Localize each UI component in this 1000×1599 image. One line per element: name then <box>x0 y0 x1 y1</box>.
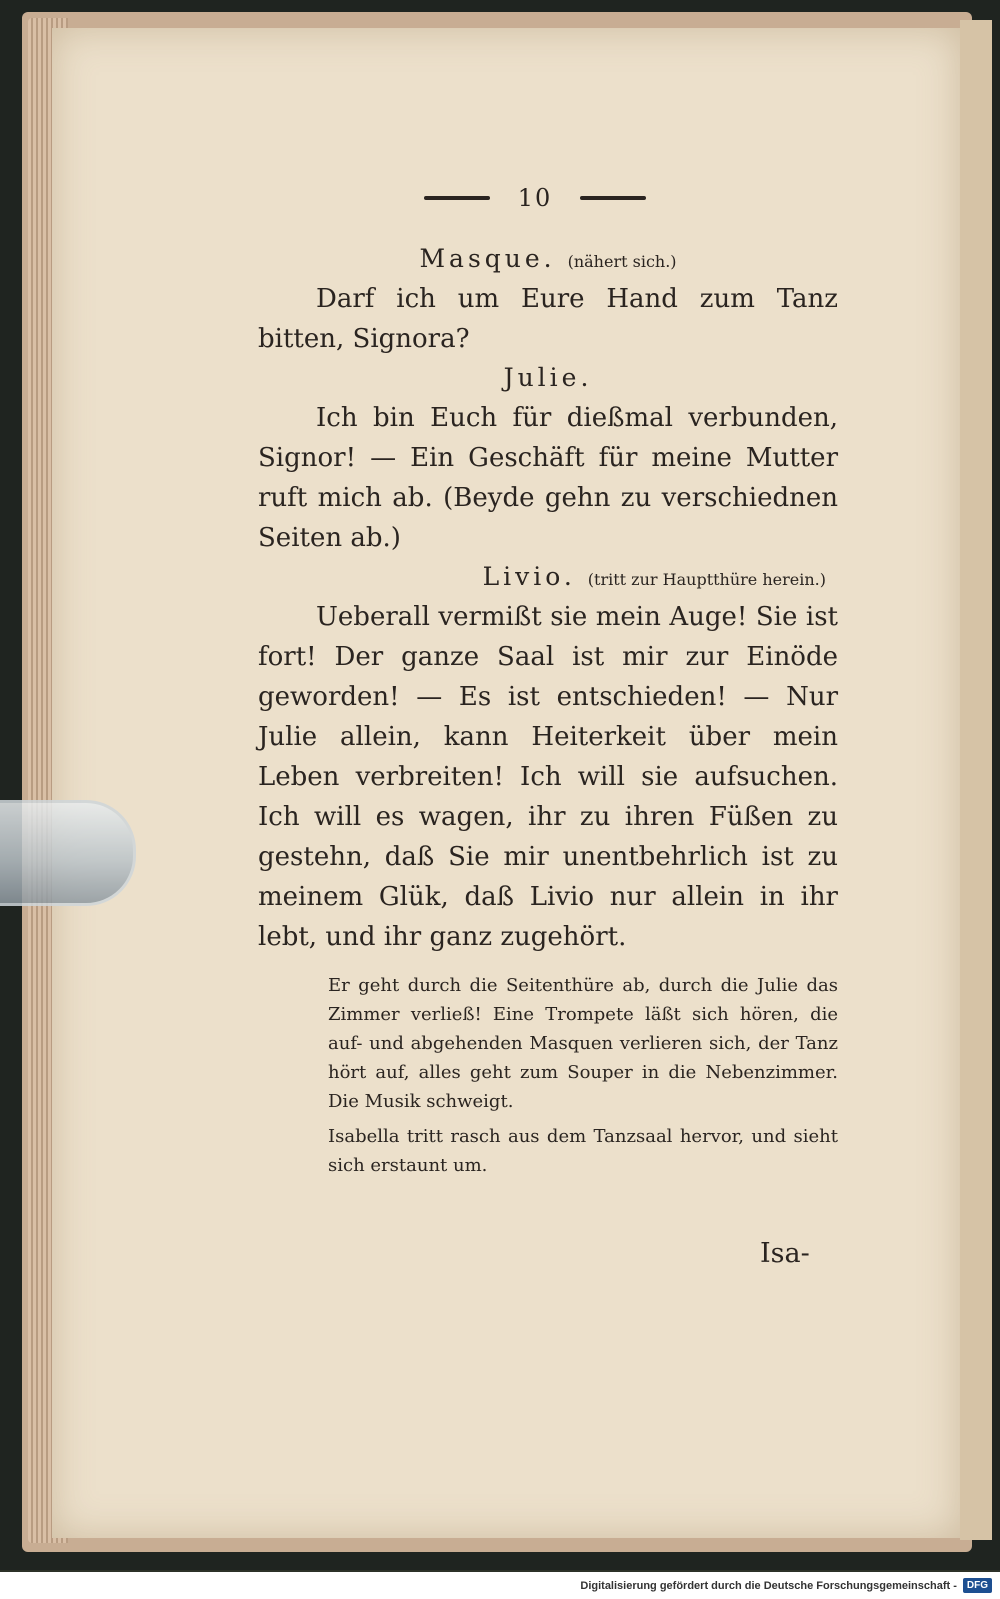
stage-direction-inline: (tritt zur Hauptthüre herein.) <box>587 570 826 589</box>
stage-direction: Er geht durch die Seitenthüre ab, durch die Julie das Zimmer verließ! Eine Trompete läßt sich hören, die auf- und abgehenden Masquen verlieren sich, der Tanz hört auf, alles geht zum Souper in die Nebenzimmer. Die Musik schweigt. <box>328 975 838 1112</box>
dfg-logo: DFG <box>963 1578 992 1593</box>
speaker-heading <box>258 562 838 591</box>
speaker-heading <box>258 244 838 273</box>
page-number: 10 <box>517 184 553 212</box>
footer-credit: Digitalisierung gefördert durch die Deutsche Forschungsgemeinschaft - <box>580 1579 957 1592</box>
page-header <box>400 180 670 216</box>
footer-bar <box>0 1572 1000 1599</box>
facing-page-edge <box>960 20 992 1540</box>
stage-directions <box>258 971 838 1180</box>
page-clip <box>0 800 136 906</box>
speaker-heading <box>258 363 838 392</box>
stage-direction: Isabella tritt rasch aus dem Tanzsaal hervor, und sieht sich erstaunt um. <box>328 1126 838 1176</box>
ornament-rule-right <box>580 196 646 200</box>
speech-paragraph <box>258 279 838 359</box>
speaker-name: Masque. <box>419 244 556 273</box>
catchword: Isa- <box>760 1238 810 1269</box>
speech-text: Darf ich um Eure Hand zum Tanz bitten, Signora? <box>258 284 838 354</box>
page-text <box>258 240 838 1186</box>
speaker-name: Livio. <box>482 562 576 591</box>
speech-text: Ueberall vermißt sie mein Auge! Sie ist fort! Der ganze Saal ist mir zur Einöde geworden! — Es ist entschieden! — Nur Julie allein, kann Heiterkeit über mein Leben verbreiten! Ich will sie aufsuchen. Ich will es wagen, ihr zu ihren Füßen zu gestehn, daß Sie mir unentbehrlich ist zu meinem Glük, daß Livio nur allein in ihr lebt, und ihr ganz zugehört. <box>258 602 838 952</box>
speech-paragraph <box>258 398 838 558</box>
speech-paragraph <box>258 597 838 957</box>
stage-direction-inline: (nähert sich.) <box>567 252 677 271</box>
ornament-rule-left <box>424 196 490 200</box>
speech-text: Ich bin Euch für dießmal verbunden, Signor! — Ein Geschäft für meine Mutter ruft mich ab. (Beyde gehn zu verschiednen Seiten ab.) <box>258 403 838 553</box>
speaker-name: Julie. <box>503 363 593 392</box>
